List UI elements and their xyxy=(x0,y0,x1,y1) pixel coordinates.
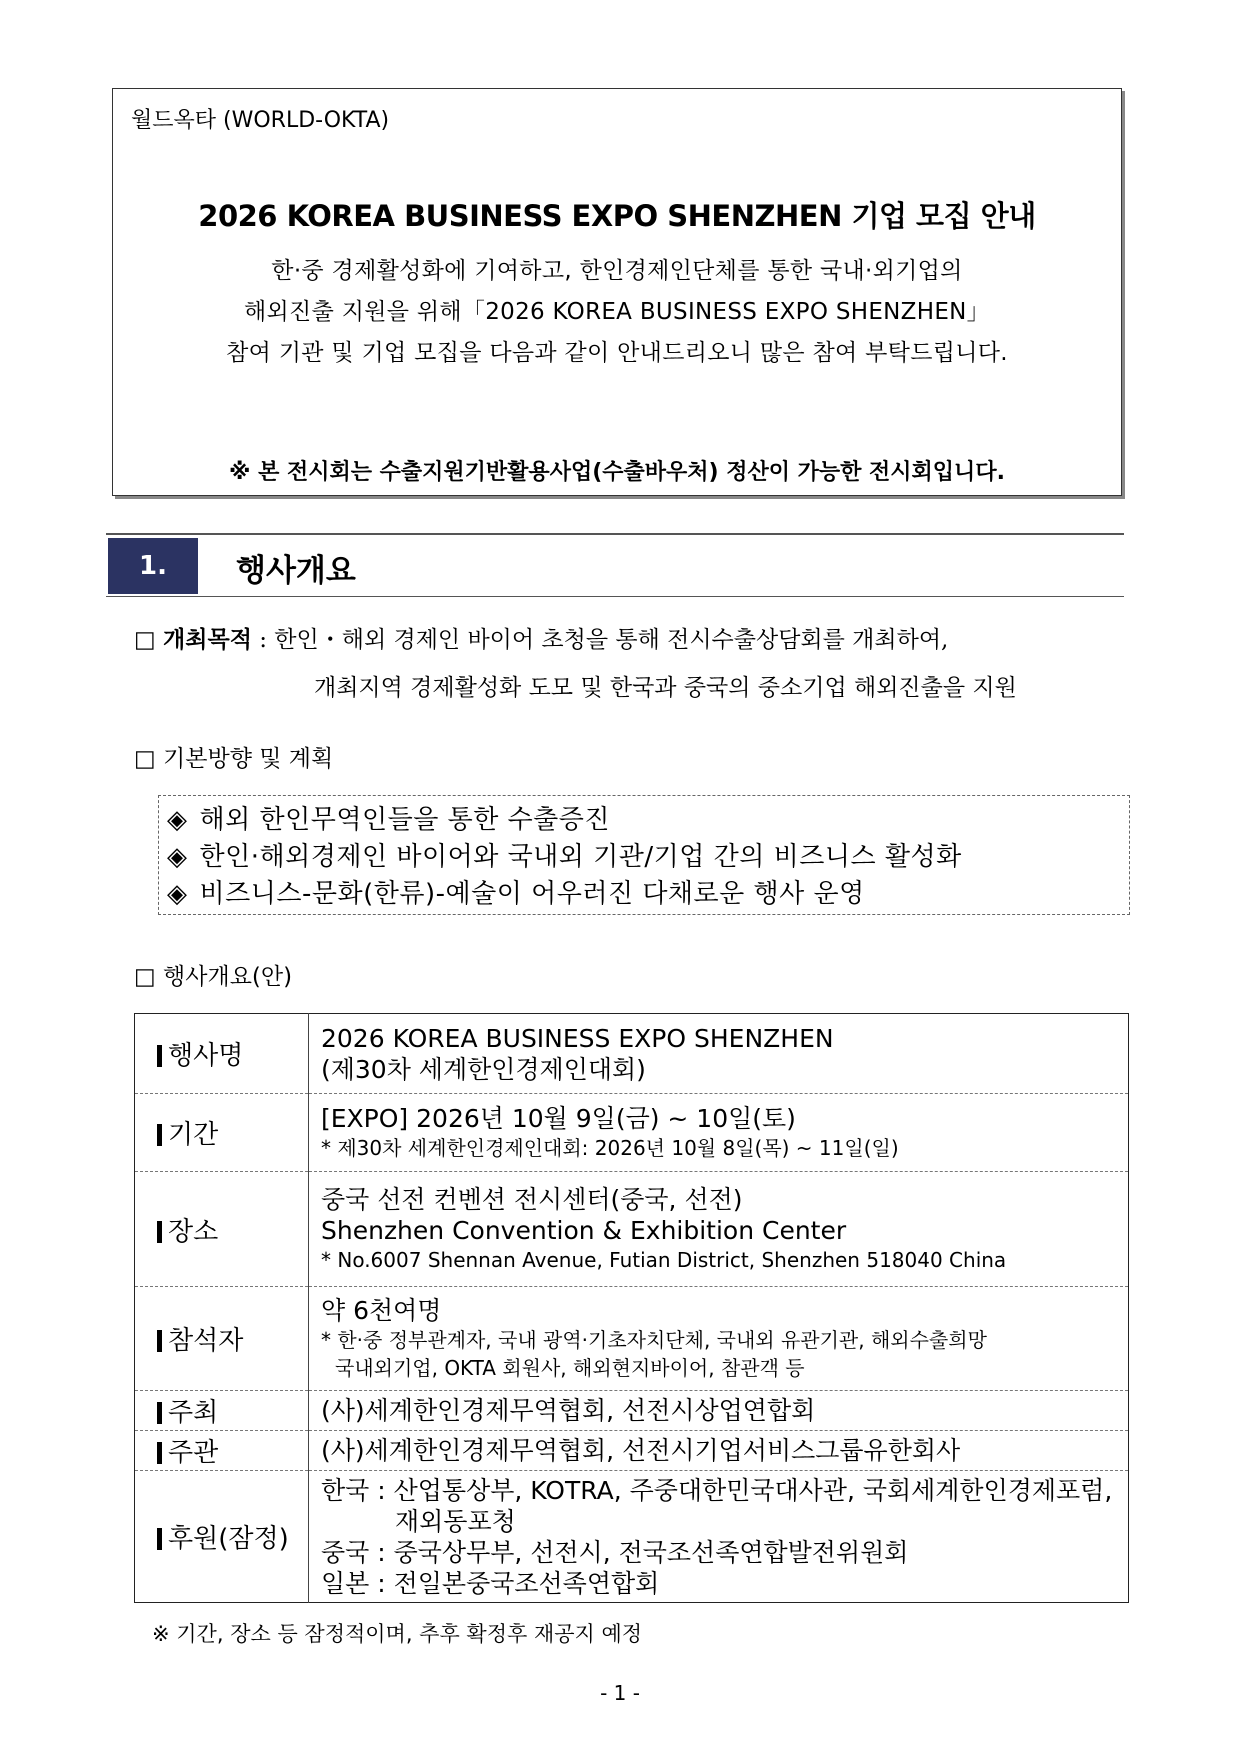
row-key xyxy=(135,1471,309,1603)
row-value xyxy=(309,1391,1129,1431)
row-key xyxy=(135,1172,309,1287)
list-item xyxy=(167,802,1129,839)
section-header xyxy=(106,533,1124,597)
intro-text xyxy=(113,251,1121,374)
bar-marker-icon xyxy=(157,1402,162,1424)
page-number: - 1 - xyxy=(600,1681,640,1705)
section-title: 행사개요 xyxy=(236,553,356,589)
row-key xyxy=(135,1391,309,1431)
bar-marker-icon xyxy=(157,1221,162,1243)
row-key-text: 주관 xyxy=(168,1438,219,1468)
row-value xyxy=(309,1172,1129,1287)
attendee-note-continued: 국내외기업, OKTA 회원사, 해외현지바이어, 참관객 등 xyxy=(335,1356,805,1380)
diamond-bullet-icon: ◈ xyxy=(167,842,188,872)
purpose-line-1: 한인・해외 경제인 바이어 초청을 통해 전시수출상담회를 개최하여, xyxy=(274,627,949,653)
table-row xyxy=(135,1391,1129,1431)
basic-plan-title: 기본방향 및 계획 xyxy=(163,746,334,772)
basic-plan-heading xyxy=(134,740,333,773)
list-item-text: 해외 한인무역인들을 통한 수출증진 xyxy=(199,805,611,835)
overview-heading xyxy=(134,958,292,991)
venue-address: * No.6007 Shennan Avenue, Futian District, Shenzhen 518040 China xyxy=(321,1248,1007,1272)
attendee-count: 약 6천여명 xyxy=(321,1296,442,1325)
intro-line: 참여 기관 및 기업 모집을 다음과 같이 안내드리오니 많은 참여 부탁드립니다. xyxy=(226,340,1008,366)
list-item-text: 한인·해외경제인 바이어와 국내외 기관/기업 간의 비즈니스 활성화 xyxy=(199,842,962,872)
organizer-organizations: (사)세계한인경제무역협회, 선전시기업서비스그룹유한회사 xyxy=(321,1436,961,1465)
row-value xyxy=(309,1471,1129,1603)
sponsor-korea-continued: 재외동포청 xyxy=(395,1506,516,1536)
bar-marker-icon xyxy=(157,1045,162,1067)
row-key-text: 장소 xyxy=(168,1216,219,1247)
bar-marker-icon xyxy=(157,1330,162,1352)
sponsor-japan: 일본 : 전일본중국조선족연합회 xyxy=(321,1568,660,1598)
voucher-notice: ※ 본 전시회는 수출지원기반활용사업(수출바우처) 정산이 가능한 전시회입니다. xyxy=(229,460,1005,485)
table-row xyxy=(135,1014,1129,1094)
section-number: 1. xyxy=(108,538,198,594)
row-key-text: 기간 xyxy=(168,1120,219,1150)
intro-line: 해외진출 지원을 위해「2026 KOREA BUSINESS EXPO SHENZHEN」 xyxy=(244,299,990,325)
row-key xyxy=(135,1287,309,1391)
venue-english: Shenzhen Convention & Exhibition Center xyxy=(321,1216,847,1245)
purpose-separator: : xyxy=(251,627,275,653)
table-row xyxy=(135,1471,1129,1603)
list-item xyxy=(167,876,1129,913)
diamond-bullet-icon: ◈ xyxy=(167,805,188,835)
venue-korean: 중국 선전 컨벤션 전시센터(중국, 선전) xyxy=(321,1185,743,1214)
bar-marker-icon xyxy=(157,1442,162,1464)
row-value xyxy=(309,1094,1129,1172)
document-title: 2026 KOREA BUSINESS EXPO SHENZHEN 기업 모집 안내 xyxy=(198,199,1036,233)
row-key-text: 행사명 xyxy=(168,1041,244,1071)
expo-dates: [EXPO] 2026년 10월 9일(금) ~ 10일(토) xyxy=(321,1104,796,1133)
event-subtitle: (제30차 세계한인경제인대회) xyxy=(321,1054,646,1084)
row-value xyxy=(309,1014,1129,1094)
row-key-text: 참석자 xyxy=(168,1326,244,1356)
diamond-bullet-icon: ◈ xyxy=(167,879,188,909)
table-row xyxy=(135,1094,1129,1172)
organization-name: 월드옥타 (WORLD-OKTA) xyxy=(131,108,390,133)
row-key xyxy=(135,1014,309,1094)
conference-dates-note: * 제30차 세계한인경제인대회: 2026년 10월 8일(목) ~ 11일(일) xyxy=(321,1136,899,1160)
announcement-box xyxy=(112,88,1122,496)
row-key-text: 주최 xyxy=(168,1398,219,1428)
event-overview-table xyxy=(134,1013,1129,1603)
attendee-note: * 한·중 정부관계자, 국내 광역·기초자치단체, 국내외 유관기관, 해외수출희망 xyxy=(321,1328,987,1352)
row-value xyxy=(309,1287,1129,1391)
intro-line: 한·중 경제활성화에 기여하고, 한인경제인단체를 통한 국내·외기업의 xyxy=(271,258,963,284)
row-key xyxy=(135,1431,309,1471)
purpose-block xyxy=(134,616,1017,712)
list-item-text: 비즈니스-문화(한류)-예술이 어우러진 다채로운 행사 운영 xyxy=(199,879,865,909)
table-row xyxy=(135,1431,1129,1471)
bar-marker-icon xyxy=(157,1528,162,1550)
checkbox-square-icon: □ xyxy=(134,964,156,990)
bar-marker-icon xyxy=(157,1124,162,1146)
checkbox-square-icon: □ xyxy=(134,627,156,653)
purpose-line-2: 개최지역 경제활성화 도모 및 한국과 중국의 중소기업 해외진출을 지원 xyxy=(314,675,1017,701)
list-item xyxy=(167,839,1129,876)
row-key xyxy=(135,1094,309,1172)
table-row xyxy=(135,1172,1129,1287)
sponsor-china: 중국 : 중국상무부, 선전시, 전국조선족연합발전위원회 xyxy=(321,1537,909,1567)
checkbox-square-icon: □ xyxy=(134,746,156,772)
sponsor-korea: 한국 : 산업통상부, KOTRA, 주중대한민국대사관, 국회세계한인경제포럼, xyxy=(321,1475,1113,1505)
row-key-text: 후원(잠정) xyxy=(168,1524,289,1554)
event-name: 2026 KOREA BUSINESS EXPO SHENZHEN xyxy=(321,1023,834,1053)
host-organizations: (사)세계한인경제무역협회, 선전시상업연합회 xyxy=(321,1396,816,1425)
overview-title: 행사개요(안) xyxy=(163,964,293,990)
purpose-label: 개최목적 xyxy=(163,626,252,653)
table-row xyxy=(135,1287,1129,1391)
basic-plan-list xyxy=(158,795,1130,915)
row-value xyxy=(309,1431,1129,1471)
table-footnote: ※ 기간, 장소 등 잠정적이며, 추후 확정후 재공지 예정 xyxy=(152,1622,643,1646)
